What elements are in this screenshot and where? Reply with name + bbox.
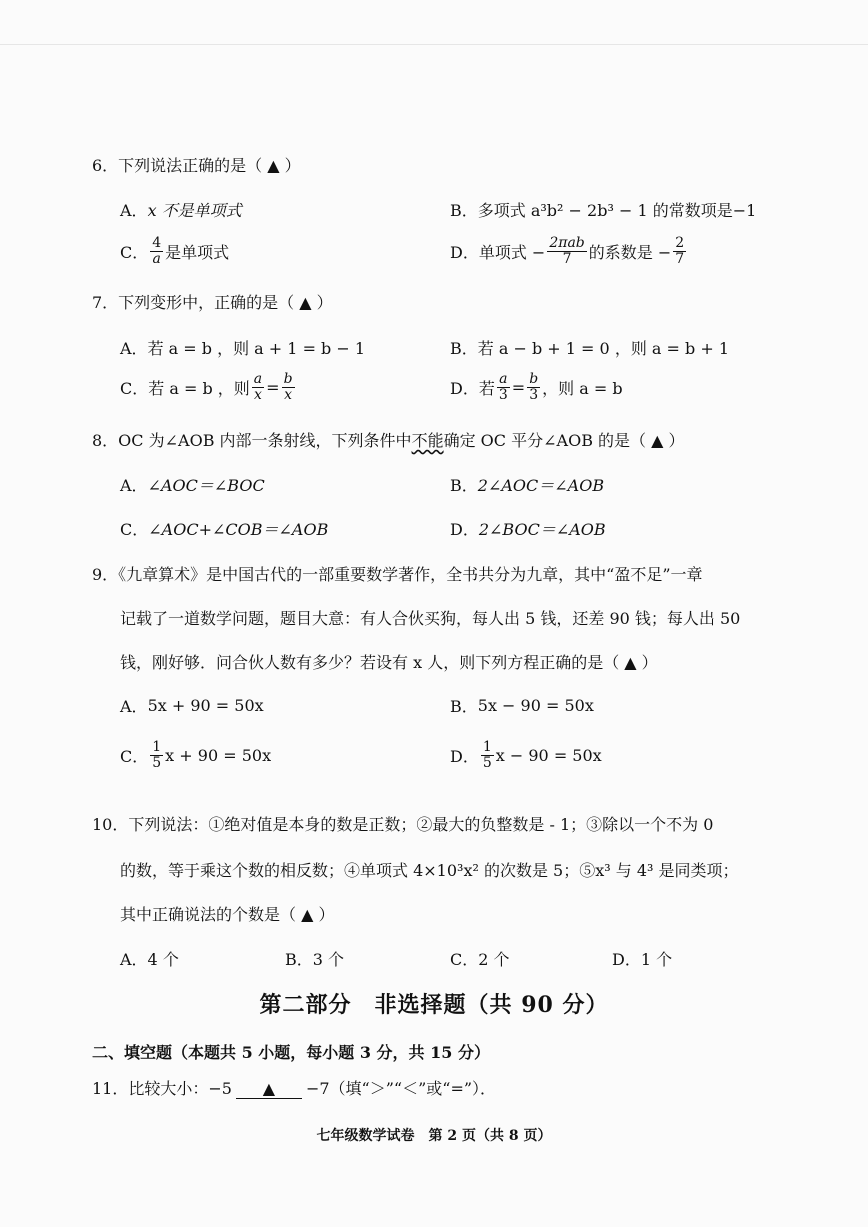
question-11 <box>92 1076 496 1099</box>
question-8-option-a[interactable] <box>120 473 265 496</box>
fraction-denominator: 7 <box>562 250 572 267</box>
question-6-option-b[interactable] <box>450 198 756 221</box>
question-7-option-d[interactable] <box>450 372 623 402</box>
question-9-option-b[interactable] <box>450 694 594 717</box>
question-7-option-a[interactable] <box>120 336 365 359</box>
fraction-numerator: 2 <box>675 235 685 251</box>
option-text: 2∠AOC＝∠AOB <box>477 476 605 495</box>
fraction-numerator: b <box>529 371 539 387</box>
fraction <box>150 236 163 266</box>
option-text: 2∠BOC＝∠AOB <box>478 520 606 539</box>
question-10-line-3: 其中正确说法的个数是（ ▲ ） <box>120 905 335 924</box>
option-text: 5x + 90 = 50x <box>147 696 264 715</box>
option-text: 是单项式 <box>165 242 230 262</box>
option-text: ∠AOC+∠COB＝∠AOB <box>148 520 329 539</box>
fraction-denominator: a <box>152 250 161 267</box>
fraction-numerator: b <box>283 371 293 387</box>
emphasis-not: 不能 <box>411 431 444 450</box>
option-text: 5x − 90 = 50x <box>477 696 594 715</box>
option-label: B． <box>450 476 478 495</box>
question-11-post: −7（填“＞”“＜”或“=”）． <box>305 1079 497 1098</box>
option-text: x − 90 = 50x <box>495 745 602 765</box>
option-label: C． <box>120 242 149 262</box>
fraction-denominator: 7 <box>675 250 685 267</box>
option-text: x + 90 = 50x <box>165 745 272 765</box>
fraction <box>673 236 686 266</box>
question-10-option-b[interactable]: B．3 个 <box>285 950 345 969</box>
fraction-denominator: 5 <box>482 754 492 771</box>
option-text-pre: 若 <box>478 378 495 398</box>
option-label: B． <box>450 697 478 716</box>
question-9-option-a[interactable] <box>120 694 264 717</box>
option-text: ∠AOC＝∠BOC <box>147 476 265 495</box>
option-text: 多项式 a³b² − 2b³ − 1 的常数项是−1 <box>477 201 757 220</box>
question-10-option-a[interactable]: A．4 个 <box>120 950 179 969</box>
question-9-option-d[interactable] <box>450 740 602 770</box>
question-10-option-d[interactable]: D．1 个 <box>612 950 673 969</box>
fraction-denominator: x <box>284 386 292 403</box>
fraction-numerator: a <box>253 371 263 387</box>
option-text-mid: 的系数是 − <box>588 242 672 262</box>
question-7-option-c[interactable] <box>120 372 297 402</box>
question-9-line-1: 9．《九章算术》是中国古代的一部重要数学著作，全书共分为九章，其中“盈不足”一章 <box>92 565 703 584</box>
fraction <box>547 236 586 266</box>
option-label: A． <box>120 697 148 716</box>
question-6-option-a[interactable] <box>120 198 242 221</box>
fraction <box>252 372 264 402</box>
fraction-numerator: 1 <box>152 739 162 755</box>
option-label: B． <box>450 339 478 358</box>
answer-blank[interactable]: ▲ <box>236 1079 302 1099</box>
option-label: A． <box>120 339 148 358</box>
question-8-stem <box>92 428 685 451</box>
question-8-option-c[interactable] <box>120 517 328 540</box>
question-6-option-c[interactable] <box>120 236 229 266</box>
question-7-stem: 7．下列变形中，正确的是（ ▲ ） <box>92 293 333 312</box>
section-title: 第二部分 非选择题（共 90 分） <box>259 992 609 1018</box>
section-subtitle: 二、填空题（本题共 5 小题，每小题 3 分，共 15 分） <box>92 1043 490 1062</box>
question-6-option-d[interactable] <box>450 236 688 266</box>
question-7-option-b[interactable] <box>450 336 729 359</box>
fraction-denominator: x <box>254 386 262 403</box>
stem-part: 8．OC 为∠AOB 内部一条射线，下列条件中 <box>92 431 412 450</box>
option-label: B． <box>450 201 478 220</box>
question-9-option-c[interactable] <box>120 740 271 770</box>
option-label: A． <box>120 476 148 495</box>
fraction-denominator: 3 <box>529 386 539 403</box>
question-10-line-2: 的数，等于乘这个数的相反数；④单项式 4×10³x² 的次数是 5；⑤x³ 与 4³ 是同类项； <box>120 861 739 880</box>
option-label: C． <box>120 520 149 539</box>
stem-part: 确定 OC 平分∠AOB 的是（ ▲ ） <box>443 431 685 450</box>
question-8-option-b[interactable] <box>450 473 604 496</box>
fraction-numerator: 2πab <box>549 235 585 251</box>
fraction <box>150 740 163 770</box>
question-10-option-c[interactable]: C．2 个 <box>450 950 510 969</box>
option-label: D． <box>450 746 479 766</box>
option-label: C． <box>120 746 149 766</box>
fraction-numerator: a <box>499 371 508 387</box>
option-label: D． <box>450 242 479 262</box>
fraction <box>497 372 510 402</box>
fraction <box>527 372 540 402</box>
option-label: A． <box>120 201 148 220</box>
page-footer: 七年级数学试卷 第 2 页（共 8 页） <box>316 1128 552 1144</box>
equals-sign: = <box>511 377 526 397</box>
fraction-denominator: 3 <box>498 386 508 403</box>
fraction <box>282 372 295 402</box>
question-9-line-3: 钱，刚好够．问合伙人数有多少？若设有 x 人，则下列方程正确的是（ ▲ ） <box>120 653 658 672</box>
option-text: 若 a = b ，则 a + 1 = b − 1 <box>147 339 366 358</box>
question-10-line-1: 10．下列说法：①绝对值是本身的数是正数；②最大的负整数是 - 1；③除以一个不为 0 <box>92 815 714 834</box>
fraction-numerator: 4 <box>152 235 162 251</box>
option-label: D． <box>450 520 479 539</box>
fraction-denominator: 5 <box>152 754 162 771</box>
question-11-pre: 11．比较大小：−5 <box>92 1079 232 1098</box>
option-label: D． <box>450 378 479 398</box>
question-9-line-2: 记载了一道数学问题，题目大意：有人合伙买狗，每人出 5 钱，还差 90 钱；每人出 50 <box>120 609 741 628</box>
fraction <box>481 740 494 770</box>
fraction-numerator: 1 <box>482 739 492 755</box>
question-6-stem: 6．下列说法正确的是（ ▲ ） <box>92 156 301 175</box>
option-text-pre: 单项式 − <box>478 242 546 262</box>
equals-sign: = <box>266 377 280 397</box>
question-8-option-d[interactable] <box>450 517 606 540</box>
option-text-post: ，则 a = b <box>542 378 623 398</box>
option-text: 若 a − b + 1 = 0 ，则 a = b + 1 <box>477 339 730 358</box>
option-label: C． <box>120 378 149 398</box>
option-text: x 不是单项式 <box>147 201 242 220</box>
option-text-pre: 若 a = b ，则 <box>148 378 250 398</box>
